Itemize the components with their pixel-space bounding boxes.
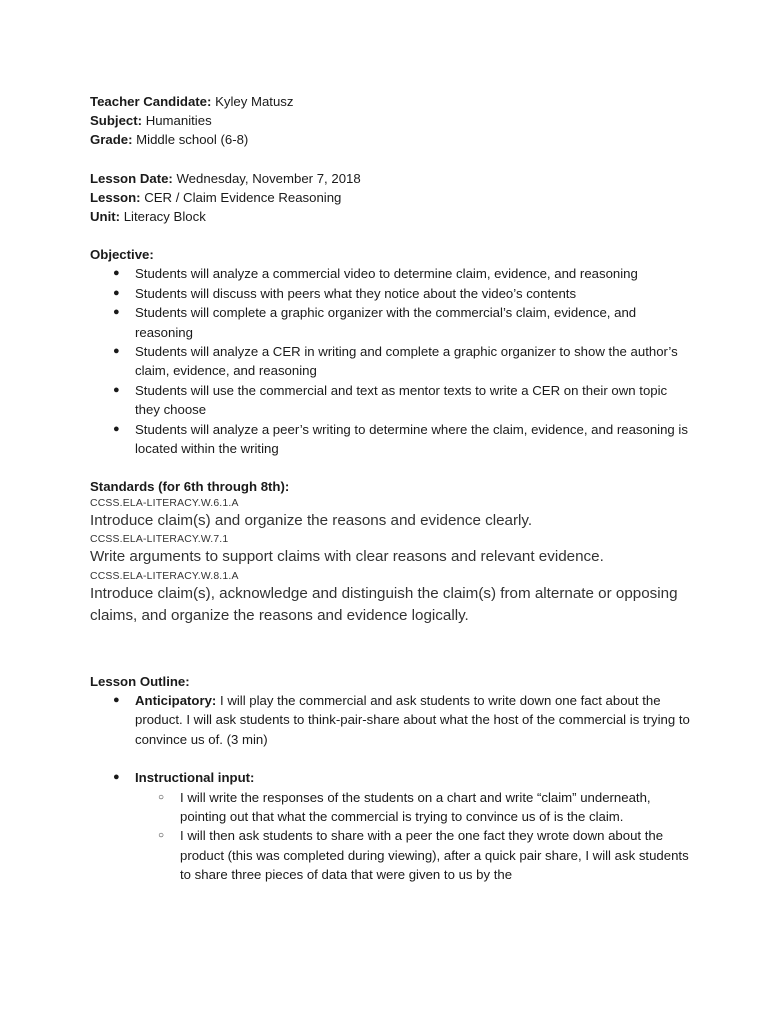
instructional-item [90, 768, 690, 884]
grade-label: Grade: [90, 132, 133, 148]
unit-line [90, 207, 690, 226]
header-block [90, 92, 690, 150]
standards-heading: Standards (for 6th through 8th): [90, 479, 290, 495]
objective-item [90, 381, 690, 420]
anticipatory-label: Anticipatory: [135, 692, 217, 708]
objective-item [90, 303, 690, 342]
bullet-icon: ● [113, 267, 120, 280]
lesson-label: Lesson: [90, 189, 141, 205]
instructional-subitem-text: I will write the responses of the students on a chart and write “claim” underneath, pointing out that what the commercial is trying to convince us of is the claim. [180, 789, 651, 824]
standard-text: Introduce claim(s) and organize the reasons and evidence clearly. [90, 511, 533, 529]
lesson-date-label: Lesson Date: [90, 170, 173, 186]
instructional-subitem-text: I will then ask students to share with a peer the one fact they wrote down about the product (this was completed during viewing), after a quick pair share, I will ask students to share three pieces of data that were given to us by the [180, 828, 689, 883]
instructional-label: Instructional input: [135, 770, 255, 786]
anticipatory-item [90, 691, 690, 749]
circle-bullet-icon: ○ [158, 830, 165, 842]
unit-value: Literacy Block [120, 209, 206, 225]
outline-list [90, 691, 690, 885]
bullet-icon: ● [113, 286, 120, 299]
outline-heading: Lesson Outline: [90, 673, 190, 689]
unit-label: Unit: [90, 209, 121, 225]
objective-item [90, 284, 690, 303]
instructional-subitem [135, 788, 690, 827]
objective-item [90, 342, 690, 381]
objective-item-text: Students will analyze a CER in writing and complete a graphic organizer to show the author’s claim, evidence, and reasoning [135, 344, 678, 379]
anticipatory-text: I will play the commercial and ask students to write down one fact about the product. I will ask students to think-pair-share about what the host of the commercial is trying to convince us of. (3 min) [135, 692, 690, 747]
bullet-icon: ● [113, 771, 120, 784]
instructional-subitem [135, 826, 690, 884]
lesson-plan-document [90, 92, 690, 885]
standard-code: CCSS.ELA-LITERACY.W.6.1.A [90, 497, 239, 509]
subject-value: Humanities [142, 113, 212, 129]
bullet-icon: ● [113, 345, 120, 358]
subject-line [90, 111, 690, 130]
lesson-date-line [90, 169, 690, 188]
grade-line [90, 130, 690, 149]
objective-item-text: Students will complete a graphic organizer with the commercial’s claim, evidence, and reasoning [135, 305, 637, 340]
standard-text: Write arguments to support claims with clear reasons and relevant evidence. [90, 548, 604, 566]
objective-heading: Objective: [90, 247, 154, 263]
lesson-date-value: Wednesday, November 7, 2018 [172, 170, 361, 186]
objective-item-text: Students will analyze a peer’s writing to determine where the claim, evidence, and reasoning is located within the writing [135, 421, 688, 457]
subject-label: Subject: [90, 113, 143, 129]
bullet-icon: ● [113, 693, 120, 706]
instructional-sublist [135, 788, 690, 885]
bullet-icon: ● [113, 383, 120, 396]
lesson-value: CER / Claim Evidence Reasoning [140, 189, 342, 205]
lesson-info-block [90, 169, 690, 227]
bullet-icon: ● [113, 422, 120, 435]
objective-item [90, 420, 690, 459]
objective-list [90, 264, 690, 458]
lesson-line [90, 188, 690, 207]
standard-text: Introduce claim(s), acknowledge and distinguish the claim(s) from alternate or opposing claims, and organize the reasons and evidence logically. [90, 584, 678, 625]
standard-code: CCSS.ELA-LITERACY.W.8.1.A [90, 570, 239, 582]
circle-bullet-icon: ○ [158, 791, 165, 803]
grade-value: Middle school (6-8) [132, 132, 249, 148]
standard-code: CCSS.ELA-LITERACY.W.7.1 [90, 534, 229, 546]
objective-item-text: Students will analyze a commercial video to determine claim, evidence, and reasoning [135, 266, 638, 282]
teacher-candidate-line [90, 92, 690, 111]
objective-item [90, 264, 690, 283]
objective-section [90, 245, 690, 458]
objective-item-text: Students will use the commercial and text as mentor texts to write a CER on their own topic they choose [135, 382, 668, 418]
standards-section [90, 477, 690, 627]
objective-item-text: Students will discuss with peers what they notice about the video’s contents [135, 285, 577, 301]
bullet-icon: ● [113, 306, 120, 319]
teacher-candidate-label: Teacher Candidate: [90, 94, 212, 109]
outline-section [90, 672, 690, 885]
teacher-candidate-value: Kyley Matusz [211, 94, 294, 109]
